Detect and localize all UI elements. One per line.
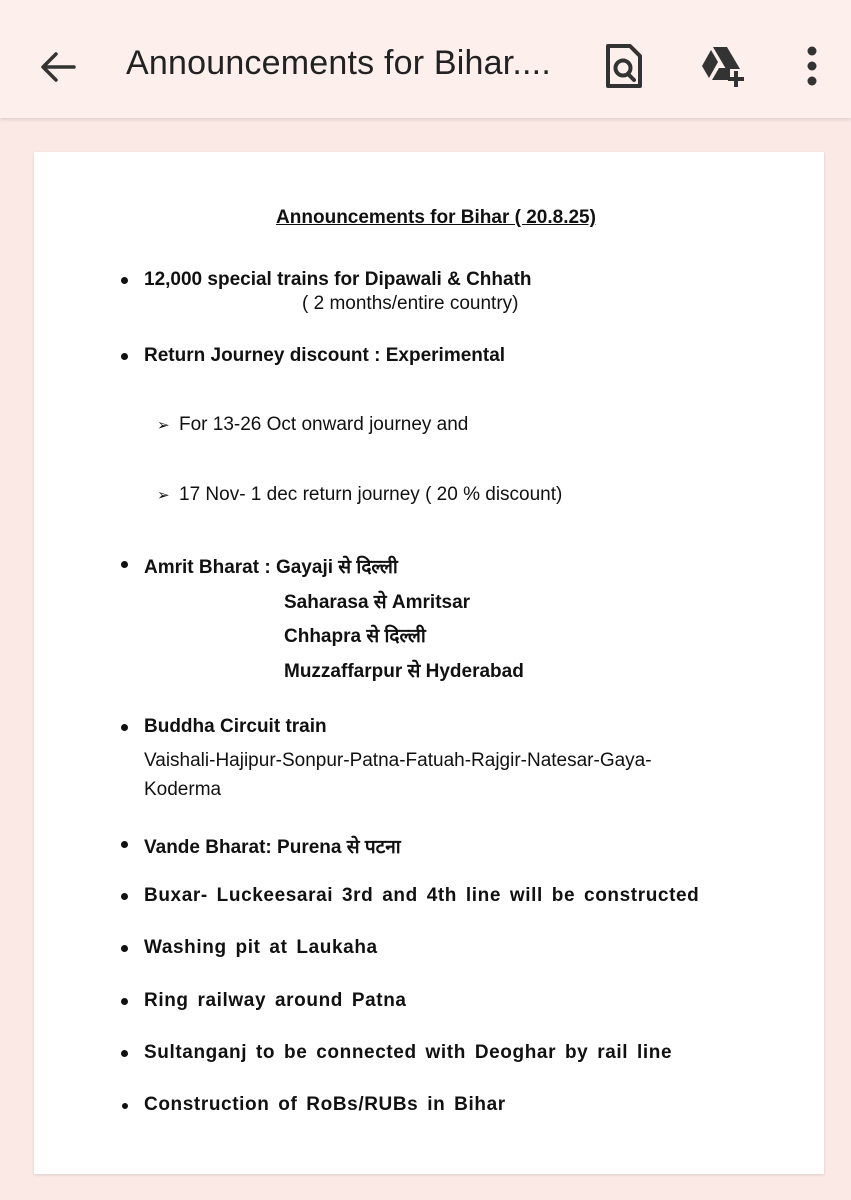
bullet-icon <box>121 945 128 952</box>
bullet-icon <box>121 998 128 1005</box>
arrow-bullet-icon: ➢ <box>157 487 170 504</box>
buddha-route: Koderma <box>144 779 222 800</box>
bullet-icon <box>121 277 128 284</box>
list-item-ring-railway: Ring railway around Patna <box>144 990 407 1011</box>
amrit-route: Saharasa से Amritsar <box>284 592 471 613</box>
add-to-drive-button[interactable] <box>696 40 748 92</box>
list-item-trains-note: ( 2 months/entire country) <box>302 293 519 314</box>
back-button[interactable] <box>34 42 84 92</box>
list-item-return-journey: Return Journey discount : Experimental <box>144 345 506 366</box>
list-item-buddha-circuit: Buddha Circuit train <box>144 716 327 737</box>
back-arrow-icon <box>34 42 84 92</box>
more-options-button[interactable] <box>786 40 838 92</box>
more-vert-icon <box>786 40 838 92</box>
sub-item-onward: For 13-26 Oct onward journey and <box>179 414 469 435</box>
arrow-bullet-icon: ➢ <box>157 417 170 434</box>
document-page <box>34 152 824 1174</box>
list-item-robs: Construction of RoBs/RUBs in Bihar <box>144 1094 506 1115</box>
bullet-icon <box>121 353 128 360</box>
bullet-icon <box>121 561 128 568</box>
list-item-washing-pit: Washing pit at Laukaha <box>144 937 378 958</box>
list-item-amrit-bharat: Amrit Bharat : Gayaji से दिल्ली <box>144 557 398 578</box>
app-bar <box>0 0 851 118</box>
sub-item-return: 17 Nov- 1 dec return journey ( 20 % discount) <box>179 484 563 505</box>
list-item-trains: 12,000 special trains for Dipawali & Chhath <box>144 269 532 290</box>
amrit-route: Chhapra से दिल्ली <box>284 626 426 647</box>
document-heading: Announcements for Bihar ( 20.8.25) <box>276 207 596 228</box>
buddha-route: Vaishali-Hajipur-Sonpur-Patna-Fatuah-Rajgir-Natesar-Gaya- <box>144 750 652 771</box>
list-item-vande-bharat: Vande Bharat: Purena से पटना <box>144 837 401 858</box>
drive-add-icon <box>696 40 748 92</box>
amrit-route: Muzzaffarpur से Hyderabad <box>284 661 524 682</box>
document-search-icon <box>598 40 650 92</box>
bullet-icon <box>121 893 128 900</box>
document-title: Announcements for Bihar.... <box>126 44 551 82</box>
bullet-icon <box>121 724 128 731</box>
list-item-buxar: Buxar- Luckeesarai 3rd and 4th line will be constructed <box>144 885 700 906</box>
bullet-icon <box>121 841 128 848</box>
bullet-icon <box>121 1050 128 1057</box>
list-item-sultanganj: Sultanganj to be connected with Deoghar by rail line <box>144 1042 673 1063</box>
bullet-icon <box>122 1103 128 1109</box>
preview-button[interactable] <box>598 40 650 92</box>
